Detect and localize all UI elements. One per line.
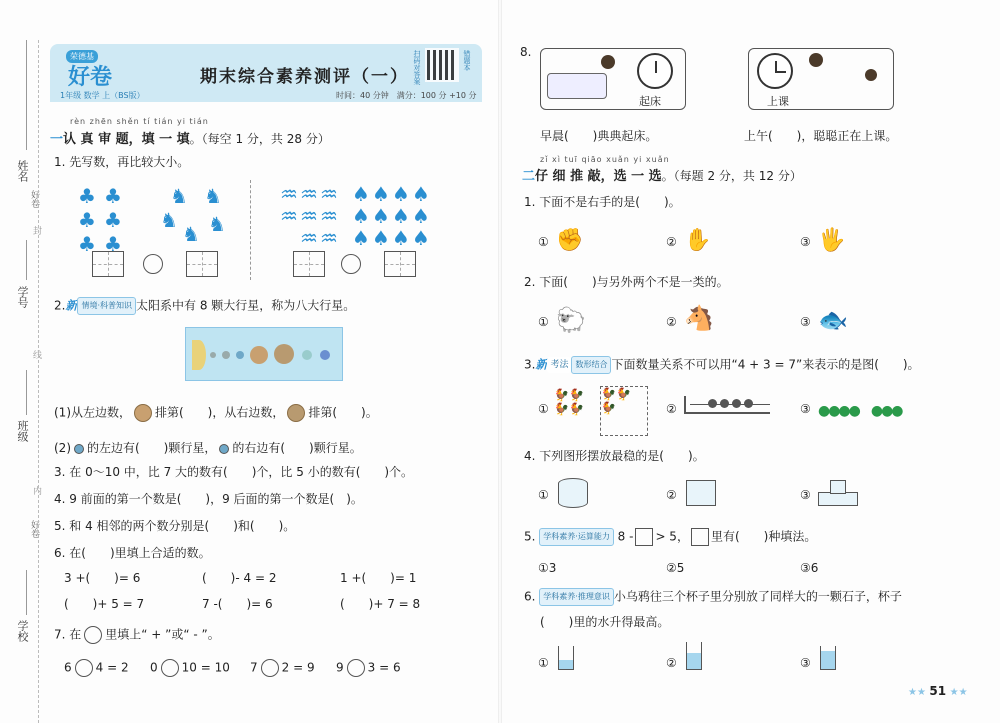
horse-icon[interactable]: 🐴 (684, 304, 714, 332)
option-label[interactable]: ① (538, 488, 549, 502)
clock-icon (637, 53, 673, 89)
frame-label: 起床 (639, 95, 661, 108)
divider (250, 180, 251, 280)
frame-label: 上课 (767, 95, 789, 108)
operator-circle[interactable] (261, 659, 279, 677)
logo-mark: 好卷 (29, 520, 39, 538)
question-4: 4. 9 前面的第一个数是( )，9 后面的第一个数是( )。 (54, 492, 363, 506)
option-label[interactable]: ③ (800, 315, 811, 329)
option-label[interactable]: ③ (800, 402, 811, 416)
seal-mark: 内 (31, 486, 41, 495)
fill-equation[interactable]: ( )- 4 = 2 (202, 571, 277, 585)
option-label[interactable]: ② (666, 402, 677, 416)
solar-system-picture (185, 327, 343, 381)
fill-equation[interactable]: ( )+ 7 = 8 (340, 597, 421, 611)
write-line (26, 570, 27, 615)
s2-question-2: 2. 下面( )与另外两个不是一类的。 (524, 275, 729, 289)
write-line (26, 370, 27, 415)
operator-circle[interactable] (161, 659, 179, 677)
question-8-b: 上午( )，聪聪正在上课。 (744, 129, 898, 143)
cup-icon[interactable] (686, 642, 702, 670)
palm-icon[interactable]: ✋ (684, 228, 712, 253)
write-line (26, 240, 27, 280)
small-cube-icon[interactable] (830, 480, 846, 494)
question-6: 6. 在( )里填上合适的数。 (54, 546, 211, 560)
option-3[interactable]: ③6 (800, 561, 819, 575)
pinyin: zǐ xì tuī qiāo xuǎn yi xuǎn (540, 155, 670, 164)
right-page (500, 0, 1000, 723)
abacus-icon[interactable] (684, 396, 770, 414)
seal-mark: 封 (31, 226, 41, 235)
operator-circle[interactable] (84, 626, 102, 644)
s2-question-5: 5. 学科素养·运算能力 8 - > 5， 里有( )种填法。 (524, 528, 816, 546)
s2-question-1: 1. 下面不是右手的是( )。 (524, 195, 681, 209)
cuboid-icon[interactable] (818, 492, 858, 506)
earth-icon (219, 444, 229, 454)
operator-item: 6 4 = 2 (64, 659, 129, 677)
brand-logo: 好卷 (68, 64, 113, 90)
number-box[interactable] (186, 251, 218, 277)
question-8-number: 8. (520, 45, 532, 59)
s2-question-3: 3.新 考法 数形结合 下面数量关系不可以用“4 + 3 = 7”来表示的是图( )。 (524, 356, 920, 374)
roosters-icon[interactable]: 🐓🐓 🐓🐓 (554, 388, 584, 416)
section-2-title: 二仔 细 推 敲，选 一 选。（每题 2 分，共 12 分） (522, 169, 802, 184)
operator-item: 0 10 = 10 (150, 659, 230, 677)
time-info: 时间：40 分钟 满分：100 分 +10 分 (336, 91, 477, 100)
school-label: 学校 (16, 620, 29, 642)
cube-icon[interactable] (686, 480, 716, 506)
option-label[interactable]: ① (538, 402, 549, 416)
fill-equation[interactable]: 1 +( )= 1 (340, 571, 417, 585)
question-2-2: (2) 的左边有( )颗行星， 的右边有( )颗行星。 (54, 441, 362, 455)
compare-circle[interactable] (341, 254, 361, 274)
number-box[interactable] (384, 251, 416, 277)
page-title: 期末综合素养测评（一） (200, 67, 409, 87)
cylinder-icon[interactable] (558, 478, 588, 508)
question-1: 1. 先写数，再比较大小。 (54, 155, 190, 169)
option-2[interactable]: ②5 (666, 561, 685, 575)
cut-line (38, 40, 39, 723)
picture-in-class (748, 48, 894, 110)
sheep-icon[interactable]: 🐑 (556, 306, 586, 334)
cup-icon[interactable] (558, 646, 574, 670)
question-2: 2.新 情境·科普知识 太阳系中有 8 颗大行星，称为八大行星。 (54, 297, 355, 315)
logo-mark: 好卷 (29, 190, 39, 208)
earth-icon (74, 444, 84, 454)
fill-equation[interactable]: ( )+ 5 = 7 (64, 597, 145, 611)
hand-icon[interactable]: 🖐 (818, 228, 846, 253)
option-label[interactable]: ③ (800, 488, 811, 502)
jupiter-icon (134, 404, 152, 422)
number-box[interactable] (293, 251, 325, 277)
roosters-group-icon[interactable]: 🐓🐓 🐓 (600, 386, 648, 436)
fist-icon[interactable]: ✊ (556, 228, 584, 253)
name-label: 姓名 (16, 160, 29, 182)
saturn-icon (287, 404, 305, 422)
pinyin: rèn zhēn shěn tí tián yi tián (70, 117, 209, 126)
fill-equation[interactable]: 3 +( )= 6 (64, 571, 141, 585)
option-1[interactable]: ①3 (538, 561, 557, 575)
s2-question-4: 4. 下列图形摆放最稳的是( )。 (524, 449, 705, 463)
question-2-1: (1)从左边数， 排第( )，从右边数， 排第( )。 (54, 404, 378, 422)
star-icon: ★★ (946, 687, 968, 698)
class-label: 班级 (16, 420, 29, 442)
number-box[interactable] (635, 528, 653, 546)
question-7: 7. 在 里填上“ + ”或“ - ”。 (54, 626, 220, 644)
question-3: 3. 在 0～10 中，比 7 大的数有( )个，比 5 小的数有( )个。 (54, 465, 414, 479)
qr-label: 错题本 (463, 50, 471, 71)
operator-item: 9 3 = 6 (336, 659, 401, 677)
bed-icon (547, 73, 607, 99)
teacher-icon (809, 53, 823, 67)
option-label[interactable]: ② (666, 656, 677, 670)
fill-equation[interactable]: 7 -( )= 6 (202, 597, 273, 611)
write-line (26, 40, 27, 150)
left-page: 姓名 学号 班级 学校 封 线 内 好卷 好卷 荣德基 好卷 期末综合素养测评（一） 扫码对答案 错题本 1年级 数学 上（BS版） 时间：40 分钟 满分：100 分 +10 分 rèn zhēn shěn tí tián yi tián 一认 真 审 题，填 一 填。（每空 1 分，共 28 分） 1. 先写数，再比较大小。 ♣ ♣ ♣ ♣ ♣ ♣ ♞ ♞ ♞ ♞ ♞ ♒ ♒ ♒ ♒ ♒ ♒ ♒ ♒ ♠ ♠ ♠ ♠ ♠ ♠ ♠ ♠ ♠ ♠ ♠ ♠ 2.新 情境·科普知识 太阳系中有 8 颗大行星，称为八大行星。 (1)从左边数， 排第( )，从右边数， 排第( )。 (2) 的左边有( )颗行星， 的右边有( )颗行星。 3. 在 0～10 中，比 7 大的数有( )个，比 5 小的数有( )个。 4. 9 前面的第一个数是( )，9 后面的第一个数是( )。 5. 和 4 相邻的两个数分别是( )和( )。 6. 在( )里填上合适的数。 3 +( )= 6 ( )- 4 = 2 1 +( )= 1 ( )+ 5 = 7 7 -( )= 6 ( )+ 7 = 8 7. 在 里填上“ + ”或“ - ”。 6 4 = 2 0 10 = 10 7 2 = 9 9 3 = 6 (0, 0, 500, 723)
s2-question-6-cont: ( )里的水升得最高。 (540, 615, 670, 629)
student-icon (865, 69, 877, 81)
option-label[interactable]: ③ (800, 656, 811, 670)
qr-label: 扫码对答案 (413, 50, 421, 85)
picture-waking-up (540, 48, 686, 110)
operator-circle[interactable] (75, 659, 93, 677)
question-5: 5. 和 4 相邻的两个数分别是( )和( )。 (54, 519, 296, 533)
compare-circle[interactable] (143, 254, 163, 274)
binding-margin (0, 40, 44, 723)
fish-icon[interactable]: 🐟 (818, 306, 848, 334)
star-icon: ★★ (908, 687, 930, 698)
student-id-label: 学号 (16, 286, 29, 308)
s2-question-6: 6. 学科素养·推理意识 小乌鸦往三个杯子里分别放了同样大的一颗石子，杯子 (524, 588, 902, 606)
apples-icon[interactable]: ●●●● ●●● (818, 403, 902, 419)
option-label[interactable]: ① (538, 315, 549, 329)
number-box[interactable] (691, 528, 709, 546)
option-label[interactable]: ① (538, 656, 549, 670)
section-1-title: 一认 真 审 题，填 一 填。（每空 1 分，共 28 分） (50, 132, 330, 147)
cup-icon[interactable] (820, 646, 836, 670)
qr-code-icon[interactable] (425, 48, 459, 82)
seal-mark: 线 (31, 350, 41, 359)
option-label[interactable]: ② (666, 315, 677, 329)
number-box[interactable] (92, 251, 124, 277)
page-number: ★★ 51 ★★ (908, 684, 968, 698)
option-label[interactable]: ② (666, 488, 677, 502)
grade-label: 1年级 数学 上（BS版） (60, 91, 145, 100)
question-8-a: 早晨( )典典起床。 (540, 129, 658, 143)
option-label[interactable]: ① (538, 235, 549, 249)
option-label[interactable]: ③ (800, 235, 811, 249)
boy-icon (601, 55, 615, 69)
operator-item: 7 2 = 9 (250, 659, 315, 677)
clock-icon (757, 53, 793, 89)
option-label[interactable]: ② (666, 235, 677, 249)
publisher-badge: 荣德基 (66, 50, 98, 63)
operator-circle[interactable] (347, 659, 365, 677)
